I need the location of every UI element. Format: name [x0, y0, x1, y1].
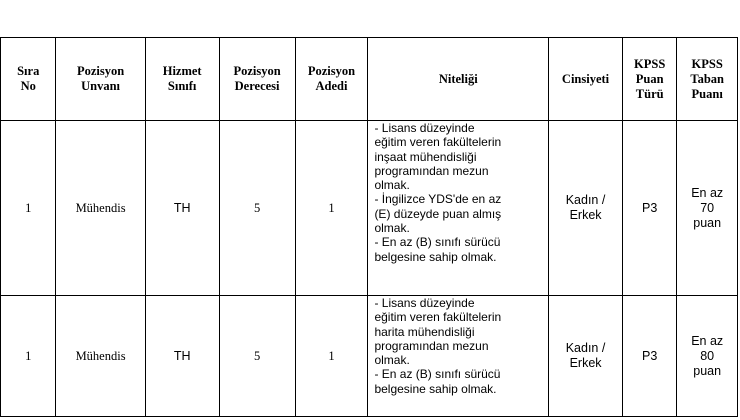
cell-cinsiyeti: Kadın / Erkek [549, 121, 623, 296]
nitelik-line: - Lisans düzeyinde [374, 121, 475, 135]
cell-kpss-puan-turu: P3 [622, 121, 676, 296]
nitelik-line: - İngilizce YDS'de en az [374, 192, 502, 207]
header-pozisyon-unvani: Pozisyon Unvanı [56, 38, 145, 121]
nitelik-line: - En az (B) sınıfı sürücü [374, 367, 501, 382]
nitelik-line: belgesine sahip olmak. [374, 249, 497, 264]
nitelik-line: - En az (B) sınıfı sürücü [374, 235, 501, 250]
cell-sira-no: 1 [1, 296, 56, 417]
cell-pozisyon-adedi: 1 [295, 121, 368, 296]
cell-hizmet-sinifi: TH [145, 296, 219, 417]
nitelik-line: programından mezun [374, 338, 489, 353]
nitelik-line: olmak. [374, 178, 410, 193]
cell-kpss-puan-turu: P3 [622, 296, 676, 417]
header-pozisyon-derecesi: Pozisyon Derecesi [219, 38, 295, 121]
header-sira-no: Sıra No [1, 38, 56, 121]
cell-sira-no: 1 [1, 121, 56, 296]
cell-kpss-taban-puani: En az 70 puan [677, 121, 738, 296]
nitelik-line: eğitim veren fakültelerin [374, 310, 502, 325]
cell-niteligi [368, 121, 549, 296]
header-kpss-puan-turu: KPSS Puan Türü [622, 38, 676, 121]
position-table-wrapper [0, 37, 740, 417]
nitelik-line: eğitim veren fakültelerin [374, 135, 502, 150]
cell-pozisyon-unvani: Mühendis [56, 296, 145, 417]
cell-niteligi [368, 296, 549, 417]
header-cinsiyeti: Cinsiyeti [549, 38, 623, 121]
cell-cinsiyeti: Kadın / Erkek [549, 296, 623, 417]
header-kpss-taban-puani: KPSS Taban Puanı [677, 38, 738, 121]
nitelik-line: programından mezun [374, 163, 489, 178]
nitelik-line: belgesine sahip olmak. [374, 381, 497, 396]
nitelik-line: harita mühendisliği [374, 324, 475, 339]
cell-pozisyon-adedi: 1 [295, 296, 368, 417]
header-hizmet-sinifi: Hizmet Sınıfı [145, 38, 219, 121]
table-row [1, 121, 738, 296]
header-pozisyon-adedi: Pozisyon Adedi [295, 38, 368, 121]
cell-pozisyon-derecesi: 5 [219, 121, 295, 296]
cell-kpss-taban-puani: En az 80 puan [677, 296, 738, 417]
cell-hizmet-sinifi: TH [145, 121, 219, 296]
position-table [0, 37, 738, 417]
nitelik-line: inşaat mühendisliği [374, 149, 477, 164]
nitelik-line: olmak. [374, 221, 410, 236]
cell-pozisyon-derecesi: 5 [219, 296, 295, 417]
table-row [1, 296, 738, 417]
nitelik-line: olmak. [374, 353, 410, 368]
header-niteligi: Niteliği [368, 38, 549, 121]
nitelik-line: (E) düzeyde puan almış [374, 206, 502, 221]
cell-pozisyon-unvani: Mühendis [56, 121, 145, 296]
header-row [1, 38, 738, 121]
nitelik-line: - Lisans düzeyinde [374, 296, 475, 310]
